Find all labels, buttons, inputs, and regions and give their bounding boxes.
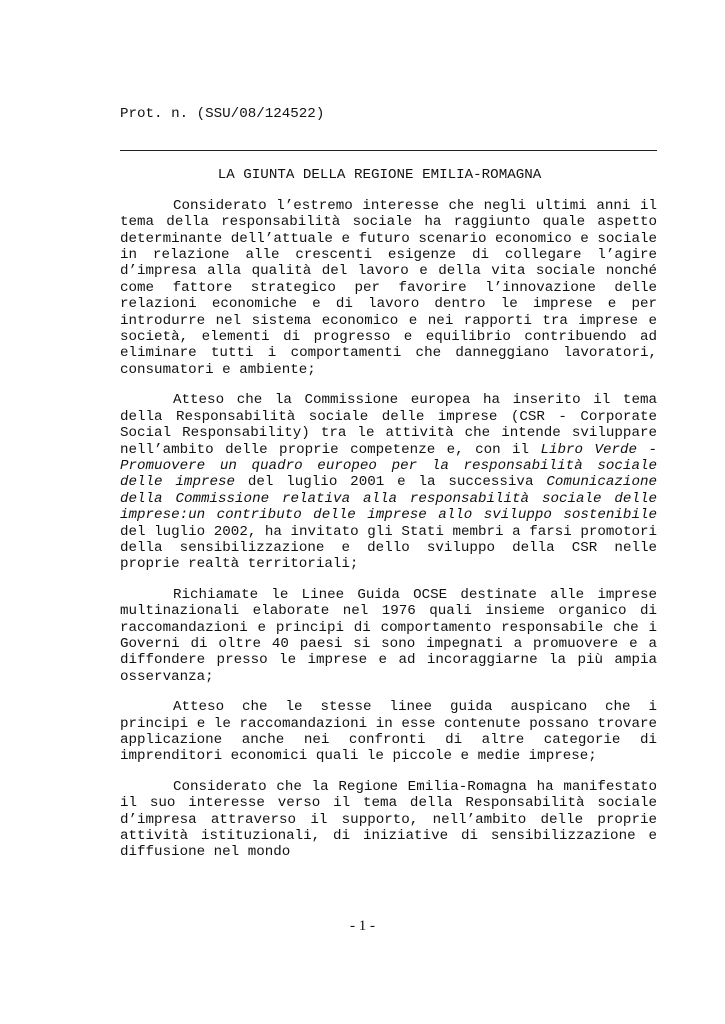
italic-title-libro-verde: Libro Verde - Promuovere un quadro europeo per la responsabilità sociale delle imprese [120,441,657,491]
paragraph-text: del luglio 2001 e la successiva [235,474,547,491]
page-number: - 1 - [350,918,375,934]
document-title: LA GIUNTA DELLA REGIONE EMILIA-ROMAGNA [217,167,542,184]
paragraph-text: Considerato che la Regione Emilia-Romagna ha manifestato il suo interesse verso il tema della Responsabilità sociale d’impresa attraverso il supporto, nell’ambito delle proprie attività istituzionali, di iniziative di sensibilizzazione e diffusione nel mondo [120,778,657,861]
protocol-number: Prot. n. (SSU/08/124522) [120,106,325,122]
paragraph-text: Atteso che le stesse linee guida auspicano che i principi e le raccomandazioni in esse contenute possano trovare applicazione anche nei confronti di altre categorie di imprenditori economici quali le piccole e medie imprese; [120,699,657,765]
italic-title-comunicazione: Comunicazione della Commissione relativa alla responsabilità sociale delle imprese:un contributo delle imprese allo sviluppo sostenibile [120,474,657,524]
document-body [120,106,657,861]
paragraph-3 [120,587,657,685]
paragraph-1 [120,198,657,378]
paragraph-text: Considerato l’estremo interesse che negli ultimi anni il tema della responsabilità sociale ha raggiunto quale aspetto determinante dell’attuale e futuro scenario economico e sociale in relazione alle crescenti esigenze di collegare l’agire d’impresa alla qualità del lavoro e della vita sociale nonché come fattore strategico per favorire l’innovazione delle relazioni economiche e di lavoro dentro le imprese e per introdurre nel sistema economico e nei rapporti tra imprese e società, elementi di progresso e equilibrio contribuendo ad eliminare tutti i comportamenti che danneggiano lavoratori, consumatori e ambiente; [120,197,657,378]
paragraph-5 [120,779,657,861]
paragraph-4 [120,699,657,765]
horizontal-rule [120,150,657,151]
paragraph-2 [120,392,657,572]
paragraph-text: del luglio 2002, ha invitato gli Stati membri a farsi promotori della sensibilizzazione e dello sviluppo della CSR nelle proprie realtà territoriali; [120,523,657,573]
paragraph-text: Atteso che la Commissione europea ha inserito il tema della Responsabilità sociale delle imprese (CSR - Corporate Social Responsability) tra le attività che intende sviluppare nell’ambito delle proprie competenze e, con il [120,392,657,458]
paragraph-text: Richiamate le Linee Guida OCSE destinate alle imprese multinazionali elaborate nel 1976 quali insieme organico di raccomandazioni e principi di comportamento responsabile che i Governi di oltre 40 paesi si sono impegnati a promuovere e a diffondere presso le imprese e ad incoraggiarne la più ampia osservanza; [120,586,657,685]
